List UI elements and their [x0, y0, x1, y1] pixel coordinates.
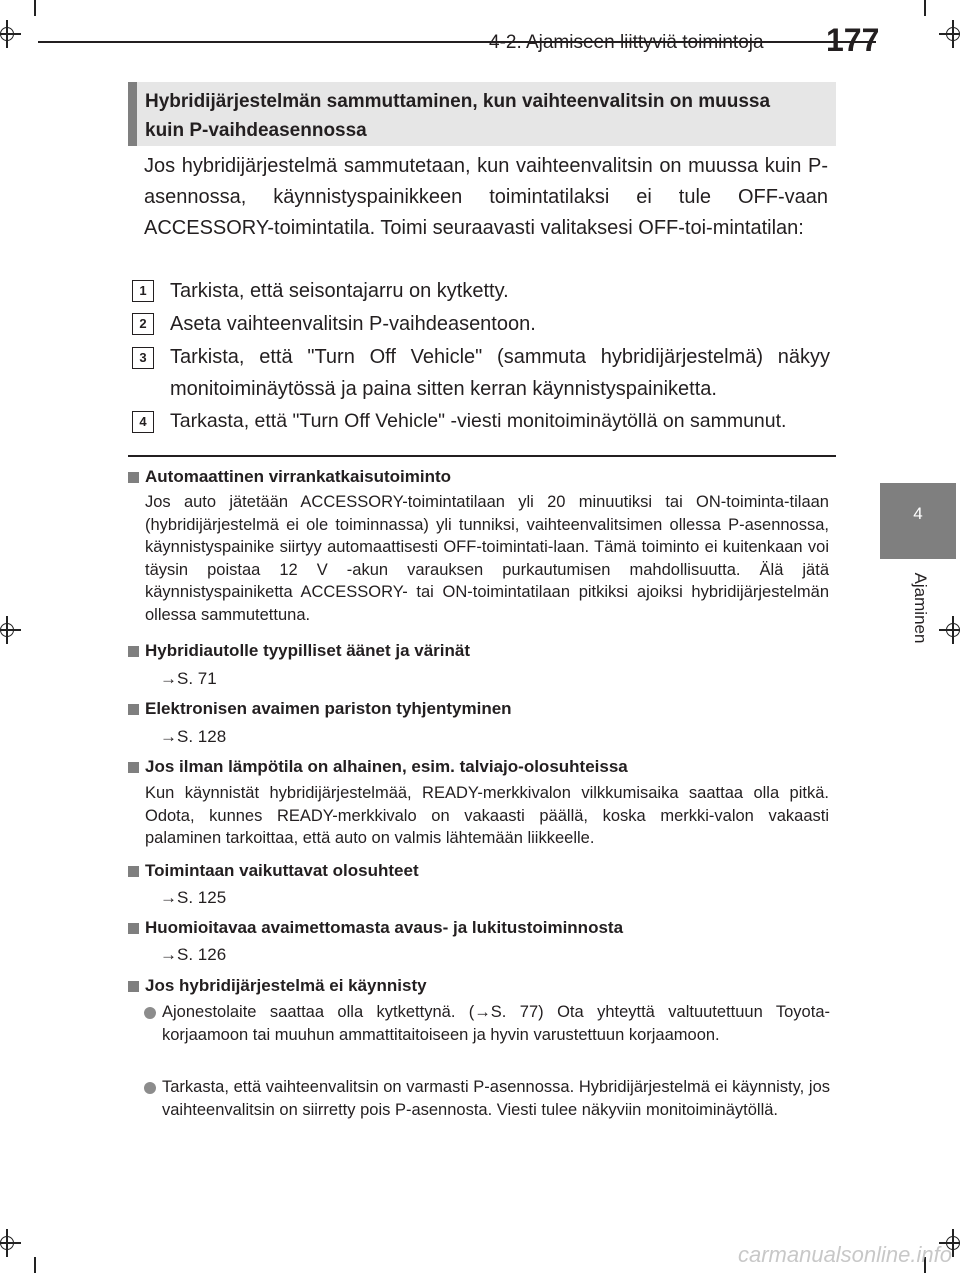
- registration-mark-bottom-left: [0, 1229, 21, 1257]
- chapter-label: [880, 568, 930, 658]
- page-reference: →S. 125: [160, 888, 227, 907]
- chapter-label-text: Ajaminen: [911, 572, 930, 644]
- info-heading-auto-off: Automaattinen virrankatkaisutoiminto: [145, 467, 452, 486]
- step-number-4: 4: [132, 411, 154, 433]
- section-heading: [145, 87, 835, 145]
- section-marker: [128, 472, 139, 483]
- info-heading-sounds: Hybridiautolle tyypilliset äänet ja värinät: [145, 641, 470, 660]
- registration-mark-mid-left: [0, 616, 21, 644]
- section-marker: [128, 762, 139, 773]
- page-reference: →S. 128: [160, 727, 227, 746]
- bullet-immobiliser: Ajonestolaite saattaa olla kytkettynä. (→S. 77) Ota yhteyttä valtuutettuun Toyota-korjaamoon tai muuhun ammattitaitoiseen ja hyvin varustettuun korjaamoon.: [162, 1003, 830, 1044]
- bullet-icon: [144, 1082, 156, 1094]
- crop-mark: [924, 0, 926, 16]
- info-heading-no-start: Jos hybridijärjestelmä ei käynnisty: [145, 976, 427, 995]
- crop-mark: [34, 0, 36, 16]
- step-text-2: Aseta vaihteenvalitsin P-vaihdeasentoon.: [170, 313, 536, 335]
- registration-mark-top-right: [939, 20, 960, 48]
- section-title: 4-2. Ajamiseen liittyviä toimintoja: [489, 32, 764, 53]
- bullet-icon: [144, 1007, 156, 1019]
- step-number-1: 1: [132, 280, 154, 302]
- section-marker: [128, 704, 139, 715]
- info-heading-cold: Jos ilman lämpötila on alhainen, esim. talviajo-olosuhteissa: [145, 757, 628, 776]
- bullet-shift-position: Tarkasta, että vaihteenvalitsin on varmasti P-asennossa. Hybridijärjestelmä ei käynnisty, jos vaihteenvalitsin on siirretty pois P-asennosta. Viesti tulee näkyviin monitoiminäytöllä.: [162, 1078, 830, 1119]
- registration-mark-mid-right: [939, 616, 960, 644]
- step-text-3: Tarkista, että "Turn Off Vehicle" (sammuta hybridijärjestelmä) näkyy monitoiminäytössä ja paina sitten kerran käynnistyspainiketta.: [170, 346, 830, 400]
- info-heading-keyless: Huomioitavaa avaimettomasta avaus- ja lukitustoiminnosta: [145, 918, 624, 937]
- crop-mark: [34, 1257, 36, 1273]
- info-body-auto-off: Jos auto jätetään ACCESSORY-toimintatilaan yli 20 minuutiksi tai ON-toiminta-tilaan (hybridijärjestelmä ei ole toiminnassa) yli tunniksi, vaihteenvalitsimen ollessa P-asennossa, käynnistyspainike siirtyy automaattisesti OFF-toimintati-laan. Tämä toiminto ei kuitenkaan voi täysin poistaa 12 V -akun varauksen purkautumisen mahdollisuutta. Älä jätä käynnistyspainiketta ACCESSORY- tai ON-toimintatilaan pitkiksi ajoiksi hybridijärjestelmän ollessa sammutettuna.: [145, 493, 829, 624]
- registration-mark-top-left: [0, 20, 21, 48]
- section-marker: [128, 866, 139, 877]
- step-text-4: Tarkasta, että "Turn Off Vehicle" -viesti monitoiminäytöllä on sammunut.: [170, 410, 787, 432]
- page-reference: →S. 126: [160, 945, 227, 964]
- step-number-2: 2: [132, 313, 154, 335]
- step-number-3: 3: [132, 347, 154, 369]
- step-text-1: Tarkista, että seisontajarru on kytketty.: [170, 280, 509, 302]
- section-marker: [128, 981, 139, 992]
- info-body-cold: Kun käynnistät hybridijärjestelmää, READY-merkkivalon vilkkumisaika saattaa olla pitkä. Odota, kunnes READY-merkkivalo on vakaasti päällä, koska merkki-valon vakaasti palaminen tarkoittaa, että auto on valmis lähtemään liikkeelle.: [145, 784, 829, 847]
- section-divider: [128, 455, 836, 457]
- intro-paragraph: Jos hybridijärjestelmä sammutetaan, kun vaihteenvalitsin on muussa kuin P-asennossa, käynnistyspainikkeen toimintatilaksi ei tule OFF-vaan ACCESSORY-toimintatila. Toimi seuraavasti valitaksesi OFF-toi-mintatilan:: [144, 155, 828, 239]
- watermark: carmanualsonline.info: [737, 1242, 952, 1267]
- info-heading-conditions: Toimintaan vaikuttavat olosuhteet: [145, 861, 419, 880]
- section-marker: [128, 646, 139, 657]
- page-reference: →S. 71: [160, 669, 217, 688]
- info-heading-battery: Elektronisen avaimen pariston tyhjentyminen: [145, 699, 512, 718]
- section-heading-line-2: kuin P-vaihdeasennossa: [145, 120, 367, 141]
- section-marker: [128, 923, 139, 934]
- page-number: 177: [826, 22, 880, 58]
- section-heading-line-1: Hybridijärjestelmän sammuttaminen, kun vaihteenvalitsin on muussa: [145, 91, 771, 112]
- chapter-number: 4: [913, 504, 923, 523]
